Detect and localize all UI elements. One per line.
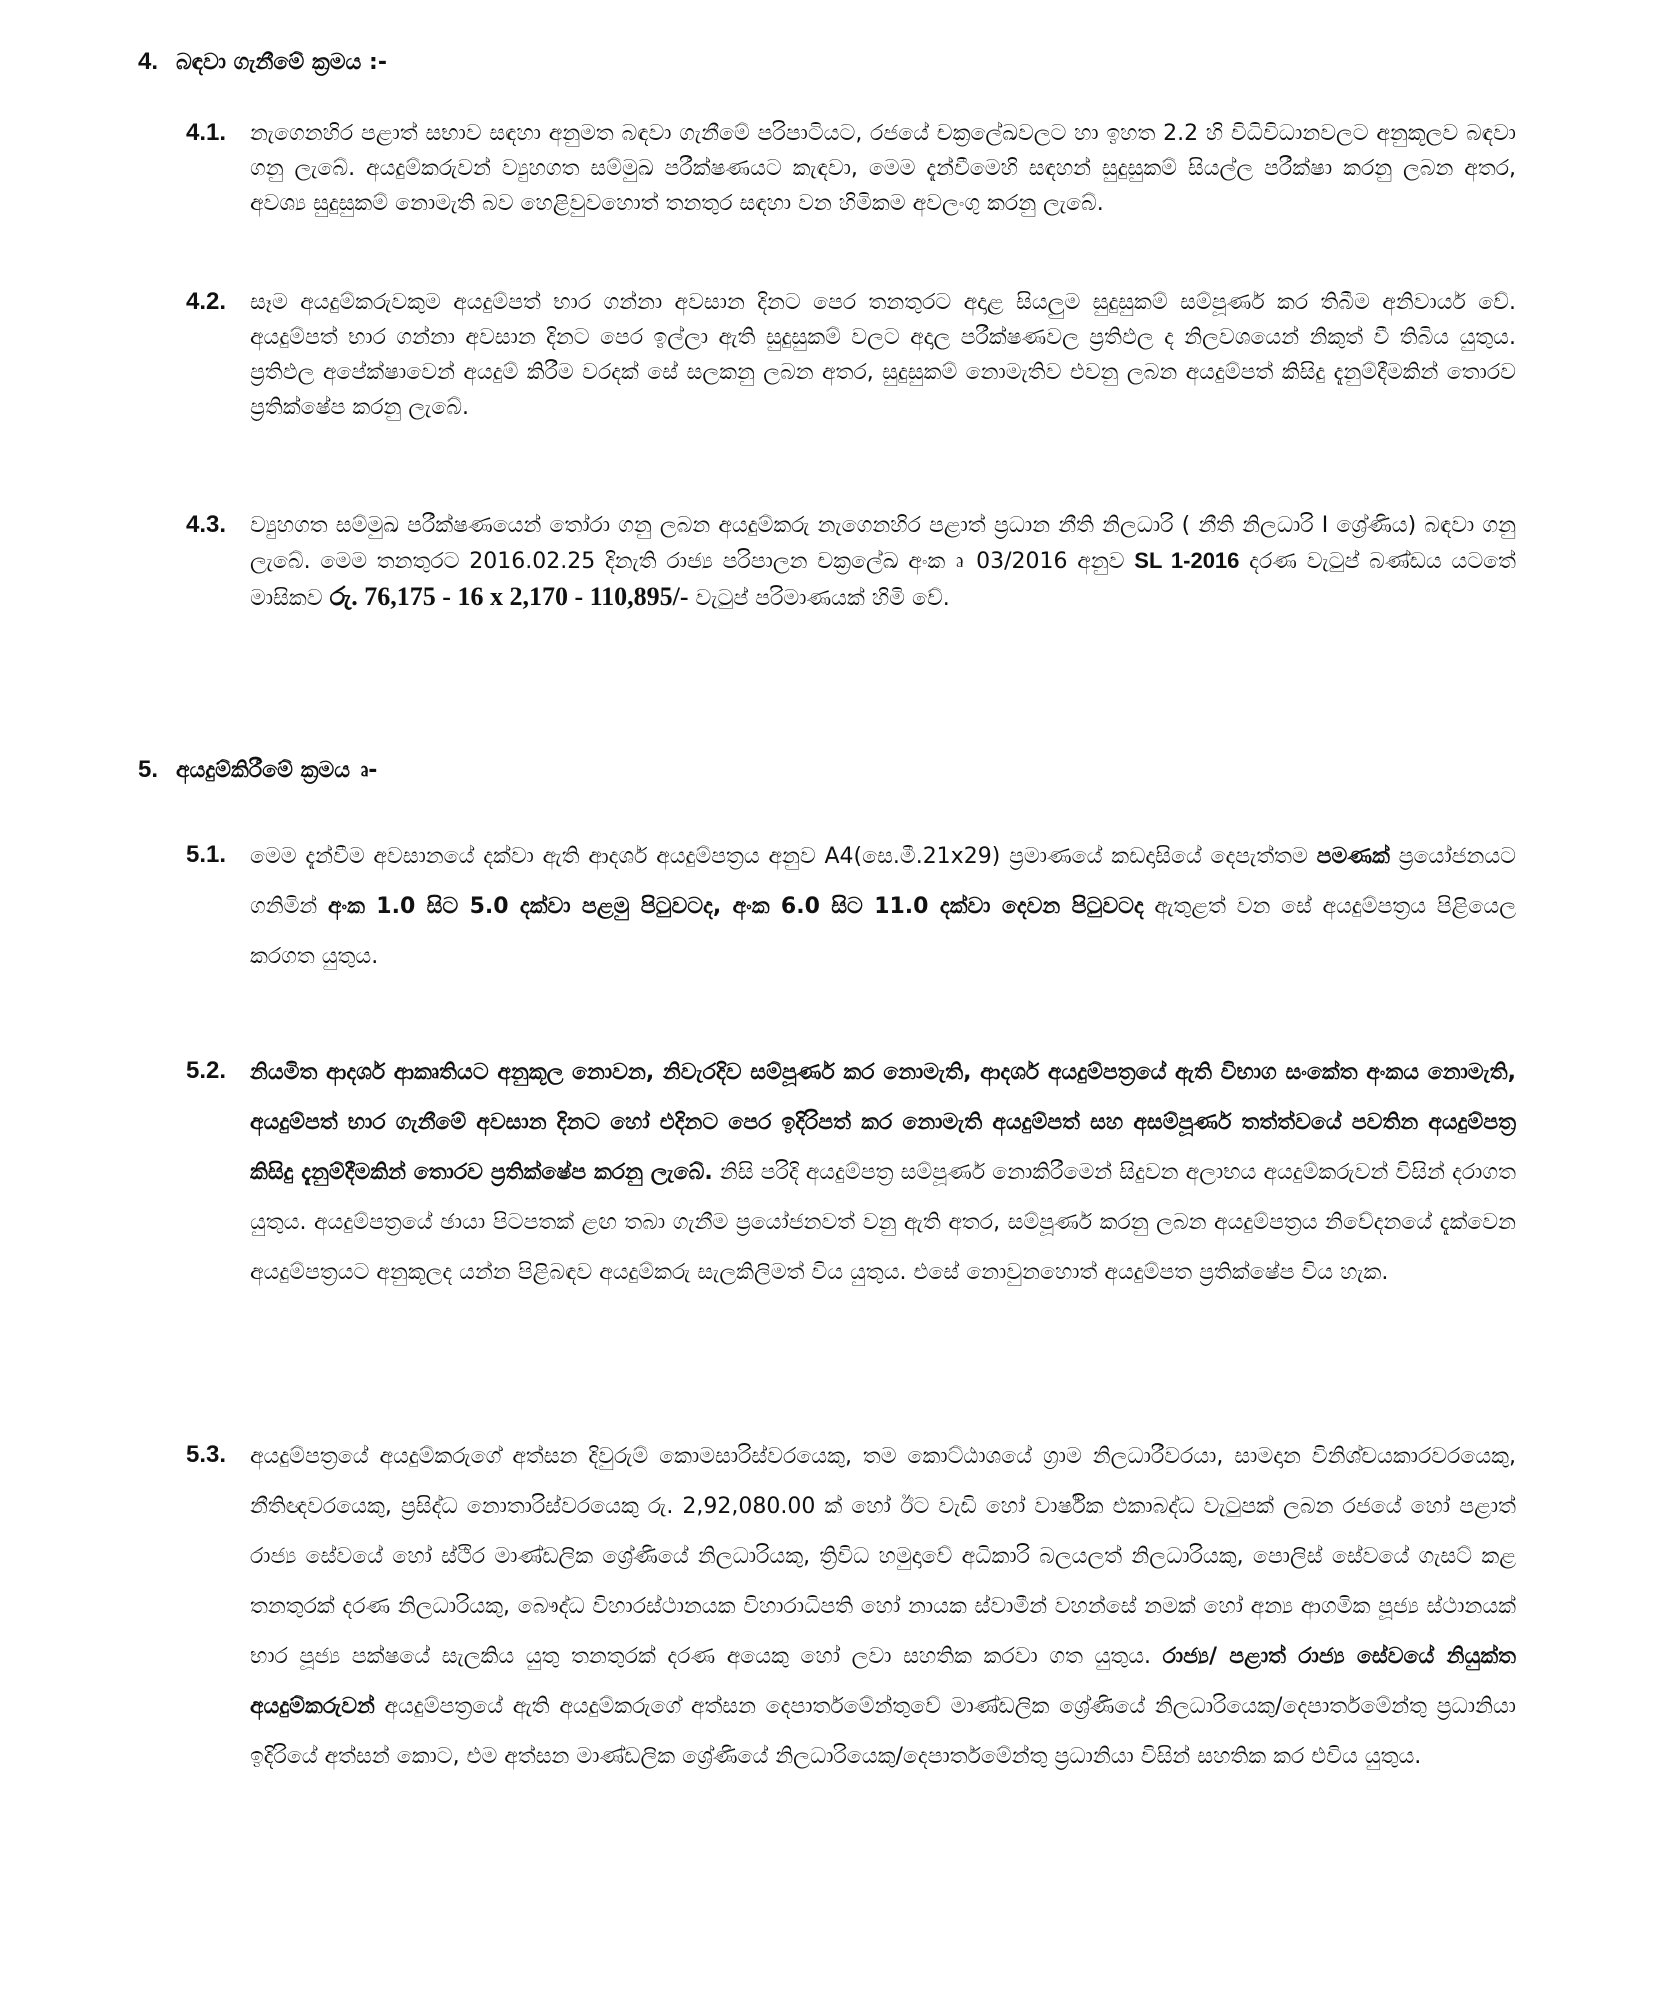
clause-number: 4.1. <box>186 119 227 146</box>
clause-text-part: ව්‍යුහගත සම්මුඛ පරීක්ෂණයෙන් තෝරා ගනු ලබන අයදුම්කරු නැගෙනහිර පළාත් ප්‍රධාන නීති නිලධාරි ( නීති නිලධාරි I ශ්‍රේණිය) බඳවා ගනු ලැබේ. මෙම තනතුරට 2016.02.25 දිනැති රාජ්‍ය පරිපාලන චක්‍රලේඛ අංක ‍ෘ 03/2016 අනුව <box>250 513 1516 574</box>
clause-text-emphasis: අංක 1.0 සිට 5.0 දක්වා පළමු පිටුවටද, අංක 6.0 සිට 11.0 දක්වා දෙවන පිටුවටද <box>327 894 1144 919</box>
clause-text <box>250 1048 1516 1298</box>
clause-text-part: අයදුම්පත්‍රයේ අයදුම්කරුගේ අත්සන දිවුරුම් කොමසාරිස්වරයෙකු, තම කොට්ඨාශයේ ග්‍රාම නිලධාරීවරයා, සාමදාන විනිශ්චයකාරවරයෙකු, නීතිඥවරයෙකු, ප්‍රසිද්ධ නොතාරිස්වරයෙකු රු. 2,92,080.00 ක් හෝ ඊට වැඩි හෝ වාර්ෂික එකාබද්ධ වැටුපක් ලබන රජයේ හෝ පළාත් රාජ්‍ය සේවයේ හෝ ස්ථිර මාණ්ඩලික ශ්‍රේණියේ නිලධාරියකු, ත්‍රිවිධ හමුදාවේ අධිකාරි බලයලත් නිලධාරියකු, පොලිස් සේවයේ ගැසට් කළ තනතුරක් දරණ නිලධාරියකු, බෞද්ධ විහාරස්ථානයක විහාරාධිපති හෝ නායක ස්වාමීන් වහන්සේ නමක් හෝ අන්‍ය ආගමික පූජ්‍ය ස්ථානයක් භාර පූජ්‍ය පක්ෂයේ සැලකිය යුතු තනතුරක් දරණ අයෙකු හෝ ලවා සහතික කරවා ගත යුතුය. <box>250 1444 1516 1669</box>
clause-4-2 <box>186 285 1516 425</box>
clause-4-1 <box>186 116 1516 221</box>
clause-text-part: අයදුම්පත්‍රයේ ඇති අයදුම්කරුගේ අත්සන දෙපාර්තමේන්තුවේ මාණ්ඩලික ශ්‍රේණියේ නිලධාරියෙකු/දෙපාර්තමේන්තු ප්‍රධානියා ඉදිරියේ අත්සන් කොට, එම අත්සන මාණ්ඩලික ශ්‍රේණියේ නිලධාරියෙකු/දෙපාර්තමේන්තු ප්‍රධානියා විසින් සහතික කර එවිය යුතුය. <box>250 1694 1516 1769</box>
clause-number: 5.2. <box>186 1057 227 1084</box>
clause-number: 5.1. <box>186 841 227 868</box>
clause-text-part: ප්‍රයෝජනයට ගනිමින් <box>250 844 1516 919</box>
clause-text-part: දරණ වැටුප් බණ්ඩය යටතේ මාසිකව <box>250 549 1516 611</box>
clause-text: නැගෙනහිර පළාත් සභාව සඳහා අනුමත බඳවා ගැනීමේ පරිපාටියට, රජයේ චක්‍රලේඛවලට හා ඉහත 2.2 හි විධිවිධානවලට අනුකූලව බඳවා ගනු ලැබේ. අයදුම්කරුවන් ව්‍යුහගත සම්මුඛ පරීක්ෂණයට කැඳවා, මෙම දැන්වීමෙහි සඳහන් සුදුසුකම් සියල්ල පරීක්ෂා කරනු ලබන අතර, අවශ්‍ය සුදුසුකම් නොමැති බව හෙළිවුවහොත් තනතුර සඳහා වන හිමිකම අවලංගු කරනු ලැබේ. <box>250 121 1516 216</box>
clause-text-part: නිසි පරිදි අයදුම්පත්‍ර සම්පූර්ණ නොකිරීමෙන් සිදුවන අලාභය අයදුම්කරුවන් විසින් දරාගත යුතුය. අයදුම්පත්‍රයේ ඡායා පිටපතක් ළඟ තබා ගැනීම ප්‍රයෝජනවත් වනු ඇති අතර, සම්පූර්ණ කරනු ලබන අයදුම්පත්‍රය නිවේදනයේ දැක්වෙන අයදුම්පත්‍රයට අනුකූලද යන්න පිළිබඳව අයදුම්කරු සැලකිලිමත් විය යුතුය. එසේ නොවුනහොත් අයදුම්පත ප්‍රතික්ෂේප විය හැක. <box>250 1160 1516 1285</box>
clause-text-part: වැටුප් පරිමාණයක් හිමි වේ. <box>688 586 950 611</box>
salary-scale: රු. 76,175 - 16 x 2,170 - 110,895/- <box>329 582 689 611</box>
section-4-heading <box>138 48 387 76</box>
clause-number: 4.3. <box>186 511 227 538</box>
section-title: අයදුම්කිරීමේ ක්‍රමය ‍ෘ- <box>176 758 378 783</box>
clause-text-part: ඇතුළත් වන සේ අයදුම්පත්‍රය පිළියෙල කරගත යුතුය. <box>250 894 1516 969</box>
clause-5-3 <box>186 1432 1516 1782</box>
clause-text-emphasis: පමණක් <box>1316 844 1390 869</box>
section-number: 5. <box>138 756 159 783</box>
clause-text <box>250 508 1516 616</box>
clause-4-3 <box>186 508 1516 616</box>
clause-text <box>250 832 1516 982</box>
section-5-heading <box>138 756 377 784</box>
clause-5-1 <box>186 832 1516 982</box>
clause-text-emphasis: නියමිත ආදර්ශ ආකෘතියට අනුකූල නොවන, නිවැරදිව සම්පූර්ණ කර නොමැති, ආදර්ශ අයදුම්පත්‍රයේ ඇති විභාග සංකේත අංකය නොමැති, අයදුම්පත් භාර ගැනීමේ අවසාන දිනට හෝ එදිනට පෙර ඉදිරිපත් කර නොමැති අයදුම්පත් සහ අසම්පූර්ණ තත්ත්වයේ පවතින අයදුම්පත්‍ර කිසිදු දැනුම්දීමකින් තොරව ප්‍රතික්ෂේප කරනු ලැබේ. <box>250 1060 1516 1185</box>
clause-text-part: මෙම දැන්වීම අවසානයේ දක්වා ඇති ආදර්ශ අයදුම්පත්‍රය අනුව A4(සෙ.මී.21x29) ප්‍රමාණයේ කඩදාසියේ දෙපැත්තම <box>250 844 1317 869</box>
clause-number: 5.3. <box>186 1441 227 1468</box>
section-number: 4. <box>138 48 159 75</box>
clause-text <box>250 1432 1516 1782</box>
clause-text: සෑම අයදුම්කරුවකුම අයදුම්පත් භාර ගන්නා අවසාන දිනට පෙර තනතුරට අදාළ සියලුම සුදුසුකම් සම්පූර්ණ කර තිබීම අනිවාර්ය වේ. අයදුම්පත් භාර ගන්නා අවසාන දිනට පෙර ඉල්ලා ඇති සුදුසුකම් වලට අදාල පරීක්ෂණවල ප්‍රතිඵල ද නිලවශයෙන් නිකුත් වී තිබිය යුතුය. ප්‍රතිඵල අපේක්ෂාවෙන් අයදුම් කිරීම වරදක් සේ සලකනු ලබන අතර, සුදුසුකම් නොමැතිව එවනු ලබන අයදුම්පත් කිසිදු දැනුම්දීමකින් තොරව ප්‍රතික්ෂේප කරනු ලැබේ. <box>250 290 1516 420</box>
salary-code: SL 1-2016 <box>1134 548 1240 573</box>
clause-text-emphasis: රාජ්‍ය/ පළාත් රාජ්‍ය සේවයේ නියුක්ත අයදුම්කරුවන් <box>250 1644 1516 1719</box>
clause-5-2 <box>186 1048 1516 1298</box>
clause-number: 4.2. <box>186 288 227 315</box>
section-title: බඳවා ගැනීමේ ක්‍රමය :- <box>176 50 387 75</box>
